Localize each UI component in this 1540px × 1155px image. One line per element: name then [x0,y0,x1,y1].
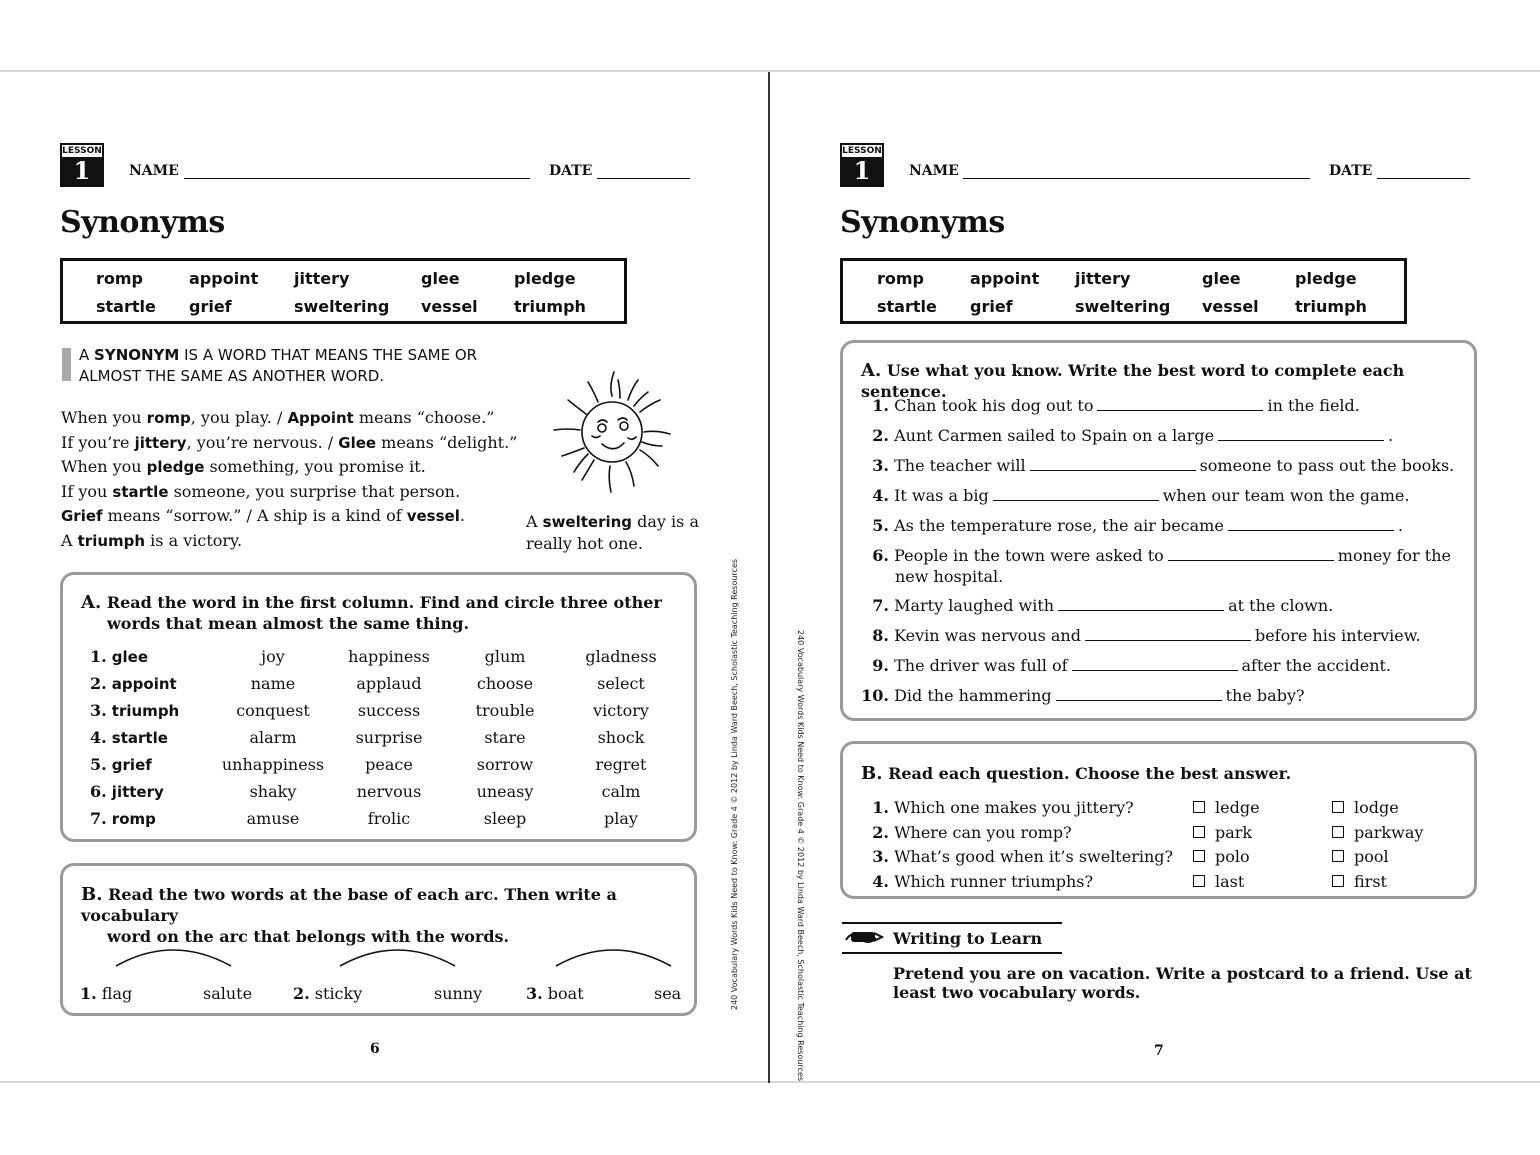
clue-text: means “sorrow.” / A ship is a kind of [102,506,407,525]
sentence-item [843,455,1474,476]
clue-text: When you [61,457,147,476]
checkbox-icon[interactable] [1332,875,1344,887]
sentence-start: People in the town were asked to [894,546,1164,565]
sun-caption-line2: really hot one. [526,534,643,553]
question-text: Where can you romp? [889,822,1072,842]
date-label: DATE [549,163,593,179]
answer-option[interactable] [1193,798,1260,817]
pencil-icon [844,928,884,950]
answer-label: pool [1354,847,1389,866]
clue-text: . [459,506,465,525]
word-box-item: triumph [514,297,586,316]
checkbox-icon[interactable] [1193,875,1205,887]
date-label: DATE [1329,163,1373,179]
definition-bar [62,348,71,381]
clue-text: , you’re nervous. / [186,432,339,452]
clue-key-word: romp [146,409,191,427]
section-a-instruction [81,592,662,634]
clue-line [61,431,517,456]
sentence-item [843,395,1474,416]
synonym-option[interactable]: unhappiness [221,755,325,774]
writing-prompt [893,964,1472,1002]
section-a-left [60,572,697,842]
word-box-item: jittery [294,269,350,288]
synonym-option[interactable]: gladness [585,647,657,666]
synonym-option[interactable]: name [250,674,296,693]
item-number: 1. [872,396,889,415]
word-box-item: sweltering [294,297,390,316]
row-number: 2. [90,674,107,693]
sun-caption-post: day is a [632,512,699,531]
sentence-end: when our team won the game. [1162,486,1410,505]
definition-post: IS A WORD THAT MEANS THE SAME OR [179,346,478,364]
sentence-end: the baby? [1225,686,1305,705]
lesson-label: LESSON [842,145,882,159]
synonym-option[interactable]: nervous [356,782,422,801]
synonym-option[interactable]: surprise [355,728,423,747]
item-number: 10. [861,686,889,705]
clue-key-word: Grief [61,507,103,525]
sentence-item [843,595,1474,616]
answer-blank[interactable] [1228,516,1394,531]
answer-blank[interactable] [1168,546,1334,561]
arc-item-3-a: 3. boat [526,984,584,1003]
row-key-word: startle [111,729,168,747]
sentence-end: money for the [1337,546,1451,565]
answer-label: last [1215,871,1245,891]
section-b-line2: word on the arc that belongs with the words. [107,927,510,946]
page-number-right: 7 [1154,1043,1164,1059]
page-number-left: 6 [370,1041,380,1057]
item-number: 2. [872,822,889,842]
synonym-row-word [90,647,148,666]
synonym-option[interactable]: happiness [348,647,430,666]
section-b-text: Read each question. Choose the best answer. [888,764,1292,783]
arc-item-2-a: 2. sticky [293,984,363,1003]
clue-key-word: Appoint [287,409,354,427]
synonym-option[interactable]: play [604,809,638,828]
synonym-option[interactable]: alarm [249,728,297,747]
lesson-label: LESSON [62,145,102,159]
row-number: 4. [90,728,107,747]
clue-key-word: triumph [77,531,146,550]
lesson-number: 1 [842,157,882,185]
synonym-option[interactable]: success [357,701,421,720]
row-key-word: grief [111,756,152,774]
question-item [843,798,1134,817]
sentence-start: Aunt Carmen sailed to Spain on a large [894,426,1215,445]
clue-text: means “delight.” [376,432,518,452]
sentence-start: Did the hammering [894,686,1052,705]
sentence-end: in the field. [1267,396,1360,415]
synonym-option[interactable]: sorrow [476,755,534,774]
answer-option[interactable] [1332,872,1387,891]
answer-option[interactable] [1193,823,1252,842]
question-item [843,847,1173,866]
item-number: 9. [872,656,889,675]
section-b-instruction [81,884,694,947]
definition-pre: A [79,346,95,364]
answer-blank[interactable] [1097,396,1263,411]
row-number: 1. [90,647,107,666]
clue-text: If you’re [61,432,135,452]
answer-blank[interactable] [1056,686,1222,701]
row-key-word: jittery [111,783,164,801]
sentence-start: The teacher will [894,456,1026,475]
sentence-start: Kevin was nervous and [894,626,1081,645]
synonym-option[interactable]: frolic [367,809,411,828]
section-a-letter: A. [861,360,882,381]
word-box-item: triumph [1295,297,1367,316]
sentence-item [843,655,1474,676]
clue-text: means “choose.” [353,408,495,427]
answer-blank[interactable] [1072,656,1238,671]
sentence-end: at the clown. [1228,596,1334,615]
answer-blank[interactable] [1030,456,1196,471]
answer-blank[interactable] [1058,596,1224,611]
sun-icon [540,362,685,507]
answer-label: polo [1215,847,1250,866]
sentence-item [843,425,1474,446]
writing-heading: Writing to Learn [893,929,1043,948]
clue-text: When you [61,408,147,427]
sentence-start: Marty laughed with [894,596,1055,615]
synonym-option[interactable]: shaky [249,782,297,801]
word-box-item: appoint [189,269,259,288]
synonym-definition [79,345,477,387]
clue-text: If you [61,481,113,501]
synonym-row-word [90,674,177,693]
answer-option[interactable] [1332,798,1399,817]
sentence-item [843,625,1474,646]
section-b-right [840,741,1477,899]
section-b-letter: B. [81,884,103,905]
section-a-line1: Read the word in the first column. Find and circle three other [106,593,662,612]
synonym-option[interactable]: amuse [246,809,300,828]
copyright-left: 240 Vocabulary Words Kids Need to Know: Grade 4 © 2012 by Linda Ward Beech, Scholastic Teaching Resources [730,558,739,1010]
word-box-item: grief [970,297,1013,316]
copyright-right: 240 Vocabulary Words Kids Need to Know: Grade 4 © 2012 by Linda Ward Beech, Scholastic Teaching Resources [796,630,805,1082]
section-a-line2: words that mean almost the same thing. [107,614,470,633]
word-box-item: grief [189,297,232,316]
sun-caption [526,511,699,554]
clue-line [61,480,517,505]
word-box-item: glee [421,269,460,288]
checkbox-icon[interactable] [1193,826,1205,838]
item-number: 4. [872,871,889,891]
definition-line2: ALMOST THE SAME AS ANOTHER WORD. [79,367,385,385]
checkbox-icon[interactable] [1193,850,1205,862]
synonym-option[interactable]: uneasy [476,782,534,801]
synonym-row-word [90,728,168,747]
row-key-word: romp [111,810,156,828]
item-number: 5. [872,516,889,535]
clue-line [61,455,517,480]
synonym-option[interactable]: regret [595,755,647,774]
writing-line1: Pretend you are on vacation. Write a postcard to a friend. Use at [893,964,1472,983]
book-spine [768,72,770,1083]
section-b-instruction [861,763,1291,784]
word-box-item: pledge [514,269,576,288]
writing-rule-top [842,922,1062,924]
word-box-item: pledge [1295,269,1357,288]
lesson-number: 1 [62,157,102,185]
answer-option[interactable] [1332,823,1423,842]
sentence-end: before his interview. [1254,626,1421,645]
answer-blank[interactable] [1218,426,1384,441]
checkbox-icon[interactable] [1193,801,1205,813]
synonym-option[interactable]: joy [261,647,285,666]
clue-text: , you play. / [190,408,288,427]
section-a-letter: A. [81,592,102,613]
row-key-word: triumph [111,702,180,720]
word-box-item: jittery [1075,269,1131,288]
sentence-end: someone to pass out the books. [1199,456,1455,475]
word-box-item: romp [96,269,144,288]
section-b-left [60,863,697,1016]
synonym-option[interactable]: calm [601,782,641,801]
word-box-item: appoint [970,269,1040,288]
synonym-option[interactable]: victory [593,701,649,720]
sentence-end: after the accident. [1241,656,1392,675]
question-item [843,872,1093,891]
synonym-row-word [90,782,164,801]
answer-label: parkway [1354,822,1424,842]
item-number: 6. [872,546,889,565]
sentence-end: . [1397,516,1403,535]
writing-rule-bottom [842,952,1062,954]
arc-1[interactable] [113,944,243,970]
sentence-continued: new hospital. [895,567,1004,586]
synonym-option[interactable]: glum [484,647,526,666]
row-number: 5. [90,755,107,774]
word-box [840,258,1407,324]
synonym-row-word [90,755,152,774]
answer-blank[interactable] [1085,626,1251,641]
section-a-text: Use what you know. Write the best word to complete each sentence. [861,361,1405,401]
name-label: NAME [909,163,959,179]
sentence-start: Chan took his dog out to [894,396,1094,415]
arc-item-1-b: salute [203,984,253,1003]
synonym-table [63,647,694,837]
synonym-option[interactable]: applaud [356,674,422,693]
clue-text: someone, you surprise that person. [168,481,461,501]
clue-line [61,504,517,529]
item-number: 4. [872,486,889,505]
row-number: 6. [90,782,107,801]
section-b-letter: B. [861,763,883,784]
clue-line [61,406,517,431]
word-box-item: glee [1202,269,1241,288]
arc-item-2-b: sunny [434,984,483,1003]
synonym-option[interactable]: stare [484,728,526,747]
sentence-item [843,545,1474,587]
synonym-option[interactable]: sleep [483,809,527,828]
clue-text: A [61,530,78,550]
item-number: 3. [872,847,889,866]
row-number: 7. [90,809,107,828]
word-box-item: startle [877,297,937,316]
item-number: 8. [872,626,889,645]
definition-key: SYNONYM [94,346,180,364]
sun-caption-pre: A [526,512,543,531]
answer-label: first [1354,871,1387,891]
synonym-option[interactable]: peace [365,755,413,774]
checkbox-icon[interactable] [1332,801,1344,813]
sentence-start: The driver was full of [894,656,1068,675]
name-label: NAME [129,163,179,179]
clue-key-word: vessel [406,507,460,525]
word-box-item: vessel [421,297,478,316]
synonym-option[interactable]: conquest [236,701,310,720]
name-line[interactable] [963,178,1310,179]
clue-key-word: jittery [134,433,187,452]
item-number: 1. [872,798,889,817]
section-a-right [840,340,1477,721]
answer-option[interactable] [1193,872,1244,891]
clue-line [61,529,517,554]
synonym-option[interactable]: select [597,674,645,693]
arc-item-3-b: sea [654,984,682,1003]
lesson-badge [60,143,104,187]
question-item [843,823,1072,842]
checkbox-icon[interactable] [1332,826,1344,838]
answer-label: ledge [1215,798,1260,817]
word-box-item: startle [96,297,156,316]
answer-option[interactable] [1332,847,1389,866]
sentence-start: As the temperature rose, the air became [894,516,1224,535]
arc-item-1-a: 1. flag [80,984,133,1003]
sentence-item [843,685,1474,706]
lesson-badge [840,143,884,187]
clue-text: something, you promise it. [204,457,426,476]
sentence-start: It was a big [894,486,989,505]
clue-key-word: startle [112,482,169,501]
answer-blank[interactable] [993,486,1159,501]
item-number: 3. [872,456,889,475]
arc-3[interactable] [553,944,683,970]
answer-label: lodge [1354,798,1399,817]
arc-2[interactable] [337,944,467,970]
writing-line2: least two vocabulary words. [893,983,1141,1002]
sun-caption-key: sweltering [542,513,633,531]
sentence-item [843,485,1474,506]
answer-label: park [1215,822,1253,842]
row-number: 3. [90,701,107,720]
date-line[interactable] [1377,178,1470,179]
clue-text: is a victory. [145,530,243,550]
row-key-word: glee [111,648,149,666]
synonym-row-word [90,809,156,828]
word-clues [61,406,517,553]
synonym-option[interactable]: choose [476,674,534,693]
row-key-word: appoint [111,675,177,693]
synonym-option[interactable]: shock [597,728,645,747]
answer-option[interactable] [1193,847,1250,866]
synonym-row-word [90,701,179,720]
item-number: 7. [872,596,889,615]
sentence-item [843,515,1474,536]
word-box-item: sweltering [1075,297,1171,316]
question-text: Which one makes you jittery? [889,798,1134,817]
question-text: What’s good when it’s sweltering? [889,847,1174,866]
page-title: Synonyms [60,205,225,240]
clue-key-word: pledge [146,458,205,476]
sentence-end: . [1388,426,1394,445]
checkbox-icon[interactable] [1332,850,1344,862]
item-number: 2. [872,426,889,445]
section-b-line1: Read the two words at the base of each arc. Then write a vocabulary [81,885,617,925]
name-line[interactable] [184,178,530,179]
word-box-item: vessel [1202,297,1259,316]
word-box-item: romp [877,269,925,288]
page-title: Synonyms [840,205,1005,240]
synonym-option[interactable]: trouble [475,701,535,720]
date-line[interactable] [597,178,690,179]
clue-key-word: Glee [338,433,377,452]
question-text: Which runner triumphs? [889,871,1094,891]
word-box [60,258,627,324]
